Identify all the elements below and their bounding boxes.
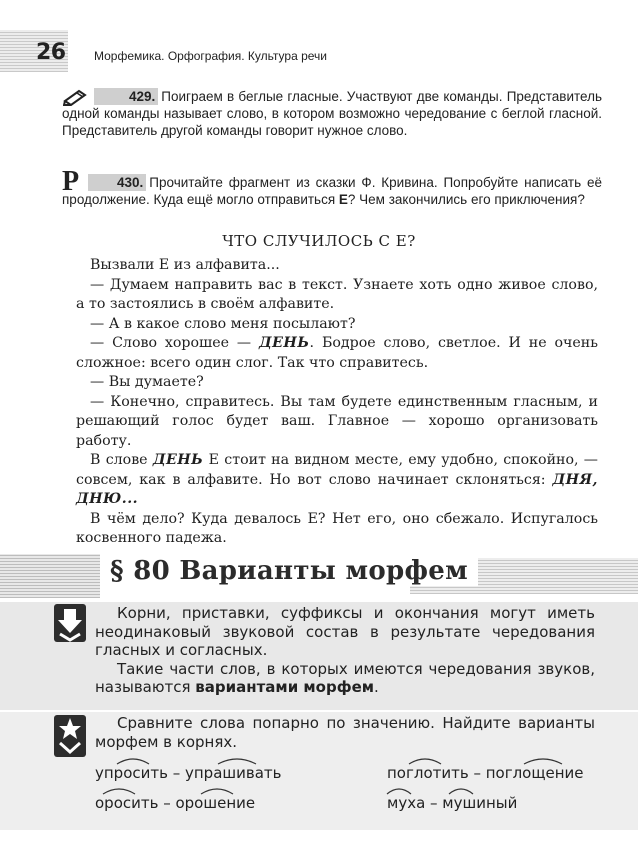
exercise-letter: Е (338, 192, 348, 207)
rule-text (95, 604, 595, 697)
story-fragment: Е стоит на видном месте, ему удобно, спокойно, — совсем, как в алфавите. Но вот слово начинает склоняться: (76, 452, 598, 488)
task-star-icon (53, 714, 87, 758)
rule-fragment: . (374, 678, 379, 696)
story-paragraph (76, 451, 598, 510)
story-paragraph: — Думаем направить вас в текст. Узнаете хоть одно живое слово, а то застоялись в своём алфавите. (76, 276, 598, 312)
rule-paragraph: Корни, приставки, суффиксы и окончания могут иметь неодинаковый звуковой состав в результате чередования гласных и согласных. (95, 604, 595, 659)
word-pair (387, 764, 584, 782)
root-arc-marks (387, 756, 587, 766)
speech-development-marker: Р (62, 166, 80, 197)
word-pair (95, 764, 281, 782)
exercise-number: 430. (88, 174, 146, 191)
section-decor-left (0, 554, 100, 598)
story-paragraph: — А в какое слово меня посылают? (90, 315, 356, 332)
rule-fragment: Такие части слов, в которых имеются чередования звуков, называются (95, 659, 595, 696)
story-paragraph: В чём дело? Куда девалось Е? Нет его, оно сбежало. Испугалось косвенного падежа. (76, 510, 598, 546)
root-arc-marks (95, 756, 295, 766)
story-emphasis: ДЕНЬ (152, 452, 204, 468)
exercise-430 (62, 174, 602, 208)
root-arc-marks (387, 786, 587, 796)
word-pair-text: муха – мушиный (387, 794, 518, 812)
word-pair-text: поглотить – поглощение (387, 764, 584, 782)
story-paragraph: — Вы думаете? (90, 374, 204, 390)
story-title: ЧТО СЛУЧИЛОСЬ С Е? (222, 232, 416, 250)
story-fragment: В слове (90, 452, 153, 468)
page-number: 26 (36, 40, 66, 65)
word-pair (387, 794, 517, 812)
story-emphasis: ДЕНЬ (259, 335, 310, 351)
story-paragraph: — Конечно, справитесь. Вы там будете единственным гласным, и решающий голос будет ваш. Главное — хорошо организовать работу. (76, 393, 598, 449)
exercise-number: 429. (94, 88, 158, 105)
exercise-429 (62, 88, 602, 139)
story-text (76, 256, 598, 549)
rule-arrow-icon (53, 603, 87, 643)
running-head: Морфемика. Орфография. Культура речи (94, 49, 327, 63)
story-paragraph: Вызвали Е из алфавита... (90, 257, 280, 273)
rule-term: вариантами морфем (195, 678, 375, 696)
rule-paragraph (95, 660, 595, 697)
story-emphasis: ДНЯ, ДНЮ... (76, 471, 598, 507)
word-pair-text: оросить – орошение (95, 794, 256, 812)
section-title: § 80 Варианты морфем (100, 556, 478, 586)
word-pair (95, 794, 255, 812)
exercise-text-part1: Прочитайте фрагмент из сказки Ф. Кривина. Попробуйте написать её продолжение. Куда ещё могло отправиться (62, 175, 602, 207)
story-fragment: — Слово хорошее — (90, 335, 259, 351)
word-pair-text: упросить – упрашивать (95, 764, 282, 782)
story-paragraph (76, 334, 598, 373)
header-decor-gap (68, 30, 72, 72)
task-text: Сравните слова попарно по значению. Найдите варианты морфем в корнях. (95, 714, 595, 751)
root-arc-marks (95, 786, 295, 796)
exercise-text-part2: ? Чем закончились его приключения? (347, 192, 585, 207)
story-fragment: . Бодрое слово, светлое. И не очень сложное: всего один слог. Так что справитесь. (76, 335, 598, 371)
exercise-text: Поиграем в беглые гласные. Участвуют две команды. Представитель одной команды называет слово, в котором возможно чередование с беглой гласной. Представитель другой команды говорит нужное слово. (62, 89, 602, 138)
